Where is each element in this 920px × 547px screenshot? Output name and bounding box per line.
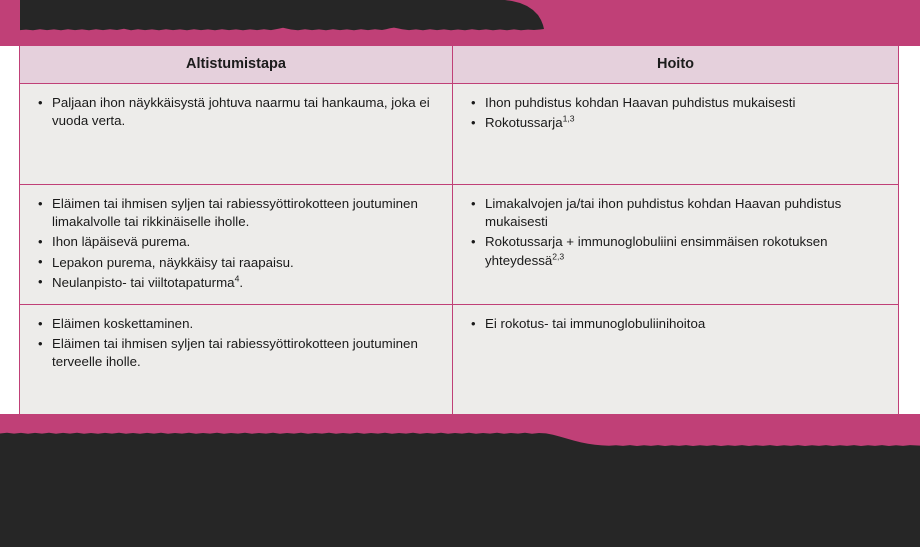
- bullet-item: • Lepakon purema, näykkäisy tai raapaisu.: [36, 254, 438, 272]
- bullet-item: • Ihon puhdistus kohdan Haavan puhdistus mukaisesti: [469, 94, 884, 112]
- bullet-list: [36, 195, 438, 292]
- cell-treatment-3: [453, 305, 899, 419]
- cell-treatment-1: [453, 84, 899, 185]
- bullet-item: • Limakalvojen ja/tai ihon puhdistus kohdan Haavan puhdistus mukaisesti: [469, 195, 884, 231]
- column-header-treatment: Hoito: [453, 46, 899, 84]
- bullet-item: • Neulanpisto- tai viiltotapaturma$^4$.: [36, 274, 438, 292]
- bullet-list: [469, 94, 884, 132]
- bullet-item: • Eläimen tai ihmisen syljen tai rabiessyöttirokotteen joutuminen terveelle iholle.: [36, 335, 438, 371]
- cell-content: [20, 84, 452, 142]
- bullet-list: [36, 94, 438, 130]
- top-torn-band: [0, 0, 920, 46]
- table-row-2: [20, 185, 899, 305]
- bullet-item: • Ei rokotus- tai immunoglobuliinihoitoa: [469, 315, 884, 333]
- footnote-marker: 4: [234, 273, 240, 284]
- bullet-list: [469, 195, 884, 270]
- bullet-item: • Eläimen koskettaminen.: [36, 315, 438, 333]
- bullet-item: • Ihon läpäisevä purema.: [36, 233, 438, 251]
- bullet-item: • Eläimen tai ihmisen syljen tai rabiessyöttirokotteen joutuminen limakalvolle tai rikkinäiselle iholle.: [36, 195, 438, 231]
- bullet-list: [469, 315, 884, 333]
- bottom-torn-band: [0, 414, 920, 547]
- cell-content: [453, 305, 898, 345]
- column-header-exposure: Altistumistapa: [20, 46, 453, 84]
- top-band-dark-shape: [0, 0, 920, 46]
- bullet-item: • Rokotussarja$^{1,3}$: [469, 114, 884, 132]
- cell-exposure-1: [20, 84, 453, 185]
- table-header: [20, 46, 899, 84]
- bullet-item: • Paljaan ihon näykkäisystä johtuva naarmu tai hankauma, joka ei vuoda verta.: [36, 94, 438, 130]
- footnote-marker: 1,3: [562, 113, 575, 124]
- cell-content: [20, 305, 452, 384]
- bullet-list: [36, 315, 438, 372]
- cell-content: [453, 185, 898, 282]
- exposure-treatment-table: [19, 45, 899, 419]
- cell-content: [20, 185, 452, 304]
- footnote-marker: 2,3: [552, 251, 565, 262]
- cell-exposure-3: [20, 305, 453, 419]
- cell-exposure-2: [20, 185, 453, 305]
- table-header-row: [20, 46, 899, 84]
- cell-treatment-2: [453, 185, 899, 305]
- bullet-item: • Rokotussarja + immunoglobuliini ensimmäisen rokotuksen yhteydessä$^{2,3}$: [469, 233, 884, 269]
- table-row-3: [20, 305, 899, 419]
- bottom-band-dark-shape: [0, 414, 920, 547]
- cell-content: [453, 84, 898, 144]
- table-row-1: [20, 84, 899, 185]
- table-body: [20, 84, 899, 419]
